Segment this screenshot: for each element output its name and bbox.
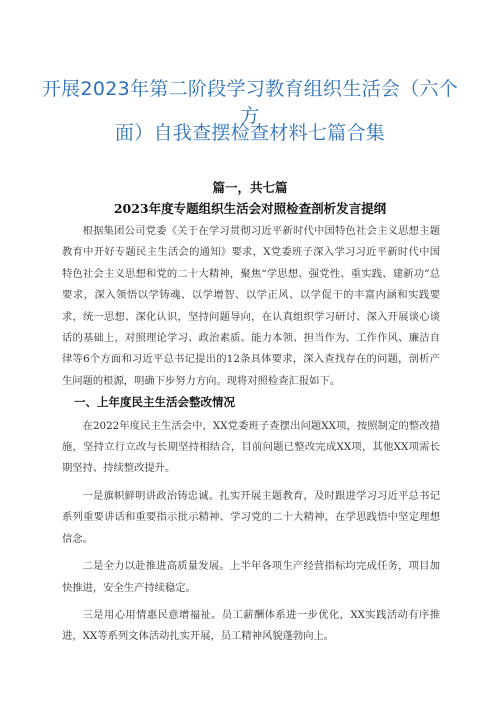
document-title-line-1: 开展2023年第二阶段学习教育组织生活会（六个方 (41, 78, 459, 127)
speech-title: 2023年度专题组织生活会对照检查剖析发言提纲 (113, 201, 387, 216)
section-1-paragraph: 二是全力以赴推进高质量发展。上半年各项生产经营指标均完成任务，项目加快推进，安全生产持续稳定。 (62, 560, 440, 594)
section-1-heading: 一、上年度民主生活会整改情况 (74, 395, 235, 410)
section-1-paragraph: 三是用心用情惠民意增福祉。员工薪酬体系进一步优化，XX实践活动有序推进，XX等系列文体活动扎实开展，员工精神风貌蓬勃向上。 (62, 608, 440, 643)
part-heading: 篇一，共七篇 (212, 180, 288, 195)
document-title-line-2: 面）自我查摆检查材料七篇合集 (114, 122, 386, 144)
intro-paragraph: 根据集团公司党委《关于在学习贯彻习近平新时代中国特色社会主义思想主题教育中开好专题民主生活会的通知》要求，X党委班子深入学习习近平新时代中国特色社会主义思想和党的二十大精神，聚焦“学思想、强党性、重实践、建新功”总要求，深入领悟以学铸魂、以学增智、以学正风、以学促干的丰富内涵和实践要求，统一思想、深化认识，坚持问题导向，在认真组织学习研讨、深入开展谈心谈话的基础上，对照理论学习、政治素质、能力本领、担当作为、工作作风、廉洁自律等6个方面和习近平总书记提出的12条具体要求，深入查找存在的问题，剖析产生问题的根源，明确下步努力方向。现将对照检查汇报如下。 (62, 225, 440, 387)
document-body (62, 221, 440, 648)
section-1-paragraph: 一是旗帜鲜明讲政治铸忠诚。扎实开展主题教育，及时跟进学习习近平总书记系列重要讲话和重要指示批示精神、学习党的二十大精神，在学思践悟中坚定理想信念。 (62, 489, 440, 545)
section-1-paragraph: 在2022年度民主生活会中，XX党委班子查摆出问题XX项，按照制定的整改措施，坚持立行立改与长期坚持相结合，目前问题已整改完成XX项，其他XX项需长期坚持、持续整改提升。 (62, 419, 440, 475)
